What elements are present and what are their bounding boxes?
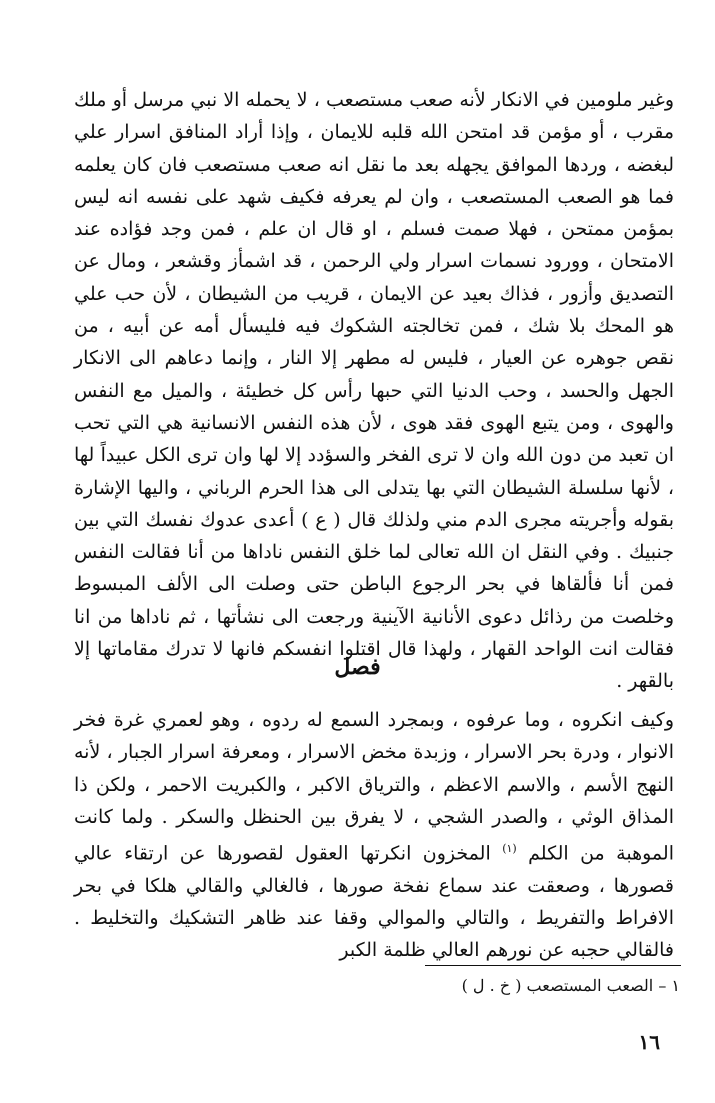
section-heading: فصل [334, 654, 381, 680]
paragraph-second [74, 704, 674, 967]
footnote-reference: (١) [502, 842, 517, 856]
paragraph-second-start: وكيف انكروه ، وما عرفوه ، وبمجرد السمع له ردوه ، وهو لعمري غرة فخر الانوار ، ودرة بحر الاسرار ، وزبدة مخض الاسرار ، ومعرفة اسرار الجبار ، لأنه النهج الأسم ، والاسم الاعظم ، والترياق الاكبر ، والكبريت الاحمر ، ولكن ذا المذاق الوثي ، والصدر الشجي ، لا يفرق بين الحنظل والسكر . ولما كانت الموهبة من الكلم [74, 709, 675, 865]
paragraph-second-end: المخزون انكرتها العقول لقصورها عن ارتقاء عالي قصورها ، وصعقت عند سماع نفخة صورها ، فالغالي والقالي هلكا في بحر الافراط والتفريط ، والتالي والموالي وقفا عند ظاهر التشكيك والتخليط . فالقالي حجبه عن نورهم العالي ظلمة الكبر [74, 842, 674, 962]
footnote-text: ١ – الصعب المستصعب ( خ . ل ) [461, 976, 680, 995]
paragraph-first: وغير ملومين في الانكار لأنه صعب مستصعب ، لا يحمله الا نبي مرسل أو ملك مقرب ، أو مؤمن قد امتحن الله قلبه للايمان ، وإذا أراد المنافق اسرار علي لبغضه ، وردها الموافق يجهله بعد ما نقل انه صعب مستصعب فان كان يعلمه فما هو الصعب المستصعب ، وان لم يعرفه فكيف شهد على نفسه انه ليس بمؤمن ممتحن ، فهلا صمت فسلم ، او قال ان علم ، فمن وجد فؤاده عند الامتحان ، وورود نسمات اسرار ولي الرحمن ، قد اشمأز وقشعر ، ومال عن التصديق وأزور ، فذاك بعيد عن الايمان ، قريب من الشيطان ، لأن حب علي هو المحك بلا شك ، فمن تخالجته الشكوك فيه فليسأل أمه عن أبيه ، من نقص جوهره عن العيار ، فليس له مطهر إلا النار ، وإنما دعاهم الى الانكار الجهل والحسد ، وحب الدنيا التي حبها رأس كل خطيئة ، والميل مع النفس والهوى ، ومن يتبع الهوى فقد هوى ، لأن هذه النفس الانسانية هي التي تحب ان تعبد من دون الله وان لا ترى الفخر والسؤدد إلا لها وان ترى الكل عبيداً لها ، لأنها سلسلة الشيطان التي بها يتدلى الى هذا الحرم الرباني ، واليها الإشارة بقوله وأجريته مجرى الدم مني ولذلك قال ( ع ) أعدى عدوك نفسك التي بين جنبيك . وفي النقل ان الله تعالى لما خلق النفس ناداها من أنا فقالت النفس فمن أنا فألقاها في بحر الرجوع الباطن حتى وصلت الى الألف المبسوط وخلصت من رذائل دعوى الأنانية الآينية ورجعت الى نشأتها ، ثم ناداها من انا فقالت انت الواحد القهار ، ولهذا قال اقتلوا انفسكم فانها لا تدرك مقاماتها إلا بالقهر . [74, 89, 674, 693]
page-number: ١٦ [638, 1030, 660, 1054]
footnote-divider [425, 965, 681, 966]
